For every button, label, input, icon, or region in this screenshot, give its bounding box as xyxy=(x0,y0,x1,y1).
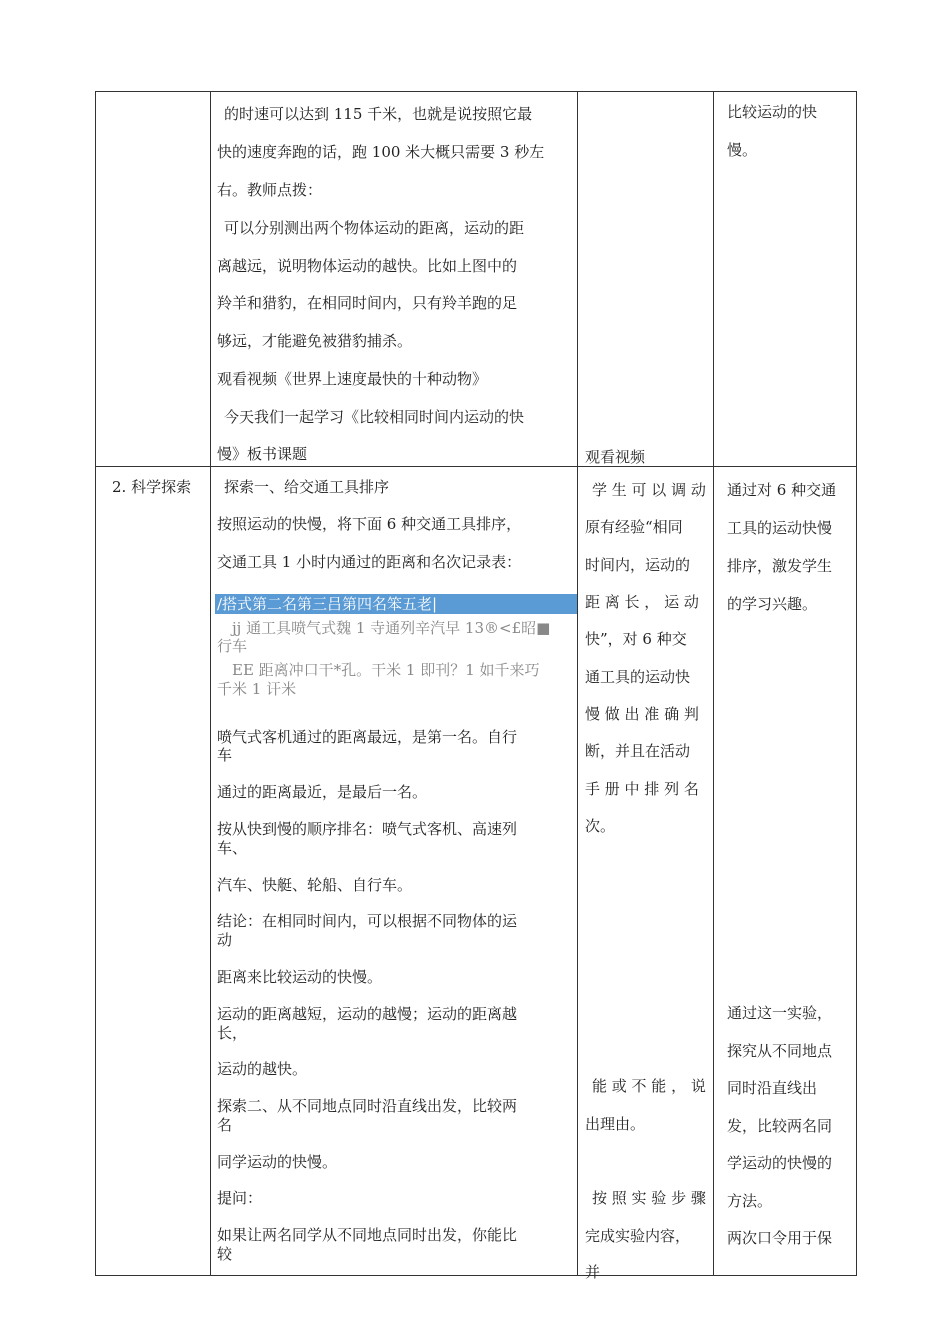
row2-text-line: 探索一、给交通工具排序 xyxy=(224,478,390,496)
row2-student-activity: 完成实验内容， xyxy=(585,1227,691,1245)
row2-student-activity: 手 册 中 排 列 名 xyxy=(585,780,699,798)
row1-design-intent: 比较运动的快 xyxy=(727,103,818,121)
row2-text-line: 探索二、从不同地点同时沿直线出发，比较两 xyxy=(217,1097,518,1115)
ranking-table-row: 行车 xyxy=(217,637,248,655)
row2-text-line: 喷气式客机通过的距离最远，是第一名。自行 xyxy=(217,728,518,746)
row2-student-activity: 距 离 长 ， 运 动 xyxy=(585,593,699,611)
row2-design-intent: 发，比较两名同 xyxy=(727,1117,833,1135)
row2-student-activity: 并 xyxy=(585,1263,601,1281)
row1-text-line: 离越远，说明物体运动的越快。比如上图中的 xyxy=(217,257,518,275)
row2-student-activity: 次。 xyxy=(585,817,616,835)
ranking-table-header-highlight xyxy=(215,594,577,614)
row2-student-activity: 出理由。 xyxy=(585,1115,646,1133)
column-divider xyxy=(713,92,714,1275)
row2-design-intent: 探究从不同地点 xyxy=(727,1042,833,1060)
row1-text-line: 右。教师点拨： xyxy=(217,181,323,199)
row2-student-activity: 快”，对 6 种交 xyxy=(585,630,687,648)
row2-student-activity: 原有经验“相同 xyxy=(585,518,683,536)
row2-design-intent: 的学习兴趣。 xyxy=(727,595,818,613)
row1-text-line: 今天我们一起学习《比较相同时间内运动的快 xyxy=(224,408,525,426)
row1-text-line: 快的速度奔跑的话，跑 100 米大概只需要 3 秒左 xyxy=(217,143,545,161)
row2-text-line: 运动的越快。 xyxy=(217,1060,308,1078)
row2-student-activity: 时间内，运动的 xyxy=(585,556,691,574)
row1-student-activity: 观看视频 xyxy=(585,448,646,466)
row2-text-line: 同学运动的快慢。 xyxy=(217,1153,338,1171)
row2-design-intent: 同时沿直线出 xyxy=(727,1079,818,1097)
row1-text-line: 羚羊和猎豹，在相同时间内，只有羚羊跑的足 xyxy=(217,294,518,312)
row2-design-intent: 方法。 xyxy=(727,1192,773,1210)
ranking-table-row: jj 通工具喷气式魏 1 寺通列辛汽早 13®<£昭■ xyxy=(232,619,551,637)
row2-text-line: 结论：在相同时间内，可以根据不同物体的运 xyxy=(217,912,518,930)
row1-text-line: 观看视频《世界上速度最快的十种动物》 xyxy=(217,370,488,388)
row1-design-intent: 慢。 xyxy=(727,141,758,159)
row2-student-activity: 学 生 可 以 调 动 xyxy=(592,481,706,499)
row2-text-line: 交通工具 1 小时内通过的距离和名次记录表： xyxy=(217,553,522,571)
row2-design-intent: 通过这一实验， xyxy=(727,1004,833,1022)
row2-text-line: 动 xyxy=(217,931,233,949)
row2-design-intent: 工具的运动快慢 xyxy=(727,519,833,537)
column-divider xyxy=(577,92,578,1275)
row2-text-line: 汽车、快艇、轮船、自行车。 xyxy=(217,876,413,894)
row2-text-line: 按照运动的快慢，将下面 6 种交通工具排序， xyxy=(217,515,522,533)
row2-student-activity: 按 照 实 验 步 骤 xyxy=(592,1189,706,1207)
row2-design-intent: 通过对 6 种交通 xyxy=(727,481,837,499)
row1-text-line: 可以分别测出两个物体运动的距离，运动的距 xyxy=(224,219,525,237)
section-label: 2. 科学探索 xyxy=(112,478,192,496)
ranking-table-row: EE 距离冲口干*孔。干米 1 即刊？1 如千来巧 xyxy=(232,661,540,679)
row2-text-line: 车、 xyxy=(217,839,248,857)
column-divider xyxy=(210,92,211,1275)
row2-student-activity: 通工具的运动快 xyxy=(585,668,691,686)
row1-text-line: 的时速可以达到 115 千米，也就是说按照它最 xyxy=(224,105,533,123)
row2-design-intent: 排序，激发学生 xyxy=(727,557,833,575)
row-divider xyxy=(96,466,856,467)
row1-text-line: 慢》板书课题 xyxy=(217,445,308,463)
row2-text-line: 运动的距离越短，运动的越慢；运动的距离越 xyxy=(217,1005,518,1023)
row2-text-line: 按从快到慢的顺序排名：喷气式客机、高速列 xyxy=(217,820,518,838)
row2-student-activity: 能 或 不 能 ， 说 xyxy=(592,1077,706,1095)
row2-text-line: 如果让两名同学从不同地点同时出发，你能比 xyxy=(217,1226,518,1244)
row2-student-activity: 慢 做 出 准 确 判 xyxy=(585,705,699,723)
row2-design-intent: 两次口令用于保 xyxy=(727,1229,833,1247)
ranking-table-row: 千米 1 讦米 xyxy=(217,680,297,698)
row2-text-line: 长， xyxy=(217,1024,248,1042)
ranking-table-header-text: /搭式第二名第三吕第四名笨五老| xyxy=(217,595,438,613)
row2-text-line: 提问： xyxy=(217,1189,263,1207)
row2-text-line: 通过的距离最近，是最后一名。 xyxy=(217,783,428,801)
row2-design-intent: 学运动的快慢的 xyxy=(727,1154,833,1172)
row2-text-line: 距离来比较运动的快慢。 xyxy=(217,968,383,986)
row2-student-activity: 断，并且在活动 xyxy=(585,742,691,760)
row2-text-line: 较 xyxy=(217,1245,233,1263)
row1-text-line: 够远，才能避免被猎豹捕杀。 xyxy=(217,332,413,350)
row2-text-line: 车 xyxy=(217,746,233,764)
row2-text-line: 名 xyxy=(217,1116,233,1134)
